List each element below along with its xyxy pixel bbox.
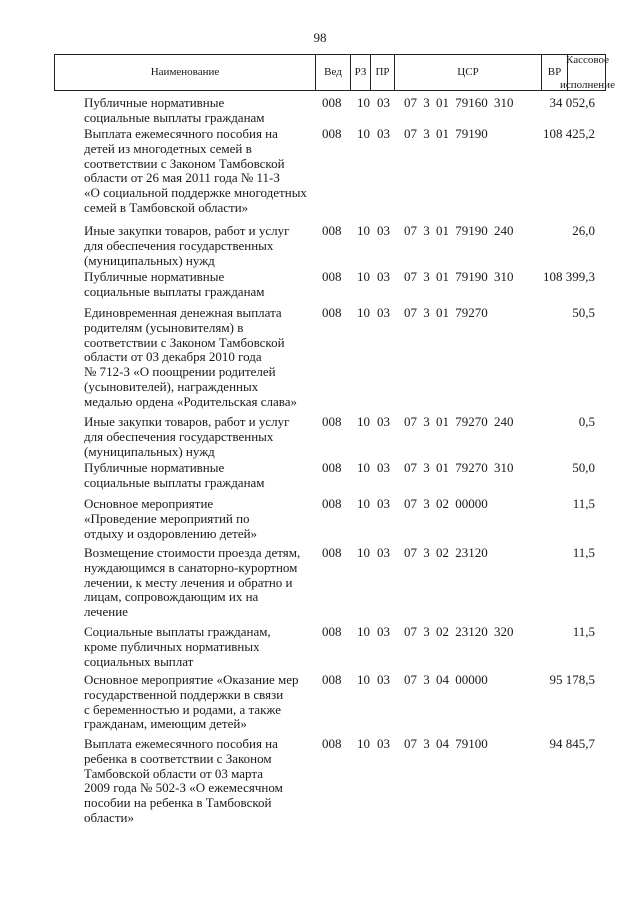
row-pr: 03 — [377, 545, 390, 560]
row-rz: 10 — [357, 460, 370, 475]
row-amount: 34 052,6 — [549, 95, 595, 110]
row-csr: 07 3 01 79270 — [404, 460, 488, 475]
row-vr: 310 — [494, 95, 514, 110]
row-csr: 07 3 04 00000 — [404, 672, 488, 687]
row-csr: 07 3 01 79270 — [404, 305, 488, 320]
row-rz: 10 — [357, 305, 370, 320]
row-ved: 008 — [322, 95, 342, 110]
row-rz: 10 — [357, 736, 370, 751]
row-amount: 95 178,5 — [549, 672, 595, 687]
row-rz: 10 — [357, 545, 370, 560]
row-vr: 310 — [494, 460, 514, 475]
row-ved: 008 — [322, 736, 342, 751]
row-vr: 310 — [494, 269, 514, 284]
row-amount: 0,5 — [578, 414, 595, 429]
row-pr: 03 — [377, 736, 390, 751]
row-ved: 008 — [322, 223, 342, 238]
row-amount: 11,5 — [572, 545, 595, 560]
page-number: 98 — [313, 30, 327, 45]
row-ved: 008 — [322, 545, 342, 560]
row-amount: 11,5 — [572, 624, 595, 639]
row-pr: 03 — [377, 460, 390, 475]
row-rz: 10 — [357, 95, 370, 110]
row-name: Публичные нормативные социальные выплаты гражданам — [84, 95, 265, 125]
row-amount: 50,0 — [572, 460, 595, 475]
header-ved: Вед — [316, 55, 351, 90]
row-rz: 10 — [357, 672, 370, 687]
row-amount: 50,5 — [572, 305, 595, 320]
row-ved: 008 — [322, 269, 342, 284]
row-name: Иные закупки товаров, работ и услуг для обеспечения государственных (муниципальных) нужд — [84, 414, 290, 459]
header-csr: ЦСР — [395, 55, 542, 90]
row-amount: 108 399,3 — [543, 269, 595, 284]
row-pr: 03 — [377, 414, 390, 429]
row-name: Публичные нормативные социальные выплаты гражданам — [84, 269, 265, 299]
row-rz: 10 — [357, 269, 370, 284]
row-rz: 10 — [357, 624, 370, 639]
row-ved: 008 — [322, 126, 342, 141]
row-amount: 11,5 — [572, 496, 595, 511]
row-rz: 10 — [357, 496, 370, 511]
row-pr: 03 — [377, 672, 390, 687]
row-vr: 240 — [494, 223, 514, 238]
row-pr: 03 — [377, 269, 390, 284]
row-name: Выплата ежемесячного пособия на ребенка в соответствии с Законом Тамбовской области от 03 марта 2009 года № 502-З «О ежемесячном пособии на ребенка в Тамбовской области» — [84, 736, 283, 825]
header-exec-line1: Кассовое — [566, 53, 609, 66]
row-rz: 10 — [357, 414, 370, 429]
row-name: Выплата ежемесячного пособия на детей из многодетных семей в соответствии с Законом Тамбовской области от 26 мая 2011 года № 11-З «О социальной поддержке многодетных семей в Тамбовской области» — [84, 126, 307, 215]
row-pr: 03 — [377, 496, 390, 511]
row-pr: 03 — [377, 95, 390, 110]
row-name: Основное мероприятие «Проведение мероприятий по отдыху и оздоровлению детей» — [84, 496, 258, 541]
row-ved: 008 — [322, 496, 342, 511]
row-csr: 07 3 01 79190 — [404, 223, 488, 238]
row-amount: 108 425,2 — [543, 126, 595, 141]
row-name: Единовременная денежная выплата родителям (усыновителям) в соответствии с Законом Тамбовской области от 03 декабря 2010 года № 712-З «О поощрении родителей (усыновителей), награжденных медалью ордена «Родительская слава» — [84, 305, 298, 409]
row-csr: 07 3 01 79160 — [404, 95, 488, 110]
row-rz: 10 — [357, 126, 370, 141]
row-pr: 03 — [377, 223, 390, 238]
header-vr: ВР — [542, 55, 568, 90]
row-ved: 008 — [322, 305, 342, 320]
row-csr: 07 3 02 00000 — [404, 496, 488, 511]
row-name: Основное мероприятие «Оказание мер государственной поддержки в связи с беременностью и родами, а также гражданам, имеющим детей» — [84, 672, 299, 732]
row-ved: 008 — [322, 624, 342, 639]
row-csr: 07 3 04 79100 — [404, 736, 488, 751]
row-name: Иные закупки товаров, работ и услуг для обеспечения государственных (муниципальных) нужд — [84, 223, 290, 268]
row-vr: 320 — [494, 624, 514, 639]
header-cash-execution — [560, 53, 615, 91]
row-amount: 94 845,7 — [549, 736, 595, 751]
row-name: Публичные нормативные социальные выплаты гражданам — [84, 460, 265, 490]
row-name: Социальные выплаты гражданам, кроме публичных нормативных социальных выплат — [84, 624, 271, 669]
row-csr: 07 3 02 23120 — [404, 624, 488, 639]
row-rz: 10 — [357, 223, 370, 238]
row-name: Возмещение стоимости проезда детям, нуждающимся в санаторно-курортном лечении, к месту лечения и обратно и лицам, сопровождающим их на лечение — [84, 545, 301, 620]
row-ved: 008 — [322, 414, 342, 429]
row-pr: 03 — [377, 624, 390, 639]
row-csr: 07 3 01 79190 — [404, 126, 488, 141]
row-pr: 03 — [377, 126, 390, 141]
row-vr: 240 — [494, 414, 514, 429]
header-exec-line2: исполнение — [560, 78, 615, 91]
row-csr: 07 3 01 79190 — [404, 269, 488, 284]
header-rz: РЗ — [351, 55, 371, 90]
table-header — [54, 53, 615, 91]
row-csr: 07 3 01 79270 — [404, 414, 488, 429]
header-pr: ПР — [371, 55, 395, 90]
row-pr: 03 — [377, 305, 390, 320]
row-ved: 008 — [322, 460, 342, 475]
row-csr: 07 3 02 23120 — [404, 545, 488, 560]
row-ved: 008 — [322, 672, 342, 687]
header-name: Наименование — [55, 55, 316, 90]
row-amount: 26,0 — [572, 223, 595, 238]
